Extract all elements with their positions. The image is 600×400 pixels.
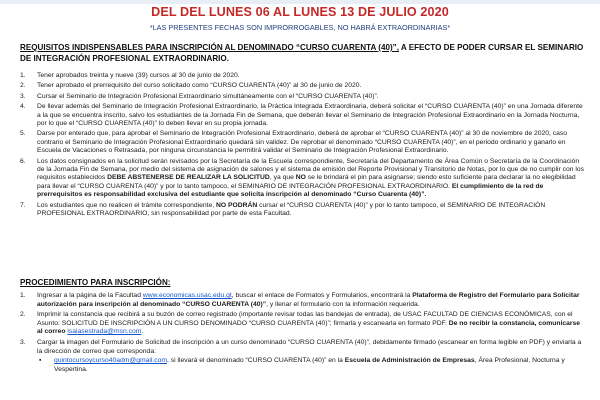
procedure-item [20,292,586,309]
requirement-item [20,202,586,219]
contact-email-link[interactable]: isaiasestrada@msn.com [67,328,142,336]
item-text: cursar el “CURSO CUARENTA (40)” y por lo tanto tampoco, el SEMINARIO DE INTEGRACIÓN PROFESIONAL EXTRAORDINARIO, sin responsabilidad por parte de esta Facultad. [37,201,546,218]
item-text: , ya que [269,174,296,182]
email-bullet-list [37,357,586,374]
requirement-item [20,103,586,128]
item-text: Cursar el Seminario de Integración Profesional Extraordinario simultáneamente con el “CURSO CUARENTA (40)”. [37,92,379,100]
item-number: 6. [20,157,26,165]
requirement-item [20,158,586,200]
item-text: Darse por enterado que, para aprobar el Seminario de Integración Profesional Extraordinario, deberá de aprobar el “CURSO CUARENTA (40)” al 30 de noviembre de 2020, caso contrario el Seminario de Integración Profesional Extraordinario quedará sin validez. De reprobar el denominado “CURSO CUARENTA (40)”, en el periodo ordinario y ganarlo en Escuela de Vacaciones o Retrasada, por ninguna circunstancia le permitirá validar el Seminario de Integración Profesional Extraordinario. [37,130,568,155]
item-bold-text: NO PODRÁN [215,201,258,209]
faculty-website-link[interactable]: www.economicas.usac.edu.gt [142,292,232,299]
item-text: . [141,328,144,336]
admin-school-email-link[interactable]: quintocursoycurso40adm@gmail.com [54,357,168,365]
item-number: 4. [20,103,26,111]
item-text: se le brindará el pin para asignarse; siendo esto suficiente para declarar la no elegibilidad para llevar el “CURSO CUARENTA (40)” y por lo tanto tampoco, el SEMINARIO DE INTEGRACIÓN PROFESIONAL EXTRAORDINARIO. [37,174,576,190]
page-title: DEL DEL LUNES 06 AL LUNES 13 DE JULIO 2020 [151,5,449,19]
procedure-list [20,292,586,376]
item-number: 2. [20,311,26,319]
bullet-icon: ▪ [39,357,42,365]
item-text: , Área Profesional, Nocturna y Vespertina. [54,357,565,373]
procedure-item [20,339,586,374]
item-text: Los datos consignados en la solicitud serán revisados por la Secretaría de la Escuela correspondiente, Secretaría del Departamento de Área Común o Secretaría de la Coordinación de la Jornada Fin de Semana, por medio del sistema de asignación de salones y el sistema de emisión del Reporte Provisional y Transitorio de Notas, por lo que de no cumplir con los requisitos establecidos [37,157,585,182]
item-number: 1. [20,72,26,79]
item-text: , buscar el enlace de Formatos y Formularios, encontrará la [231,292,413,299]
requirements-heading-underlined: REQUISITOS INDISPENSABLES PARA INSCRIPCIÓN AL DENOMINADO “CURSO CUARENTA (40)”, [20,43,399,52]
item-text: Tener aprobado el prerrequisito del curso solicitado como “CURSO CUARENTA (40)” al 30 de junio de 2020. [37,82,362,90]
item-bold-text: DEBE ABSTENERSE DE REALIZAR LA SOLICITUD [107,174,270,182]
item-number: 1. [20,292,26,299]
item-text: Cargar la imagen del Formulario de Solicitud de inscripción a un curso denominado “CURSO CUARENTA (40)”, debidamente firmado (escanear en forma legible en PDF) y enviarla a la dirección de correo que corresponda: [37,338,582,355]
item-text: , y llenar el formulario con la información requerida. [266,300,420,308]
item-text: De llevar además del Seminario de Integración Profesional Extraordinario, la Práctica Integrada Extraordinaria, deberá solicitar el “CURSO CUARENTA (40)” en una Jornada diferente a la que se encuentra inscrito, salvo los estudiantes de la Jornada Fin de Semana, que deberán llevar el Seminario de Integración Profesional Extraordinario en la Jornada Nocturna, por lo que el “CURSO CUARENTA (40)” lo deben llevar en su propia jornada. [37,103,583,128]
page-subtitle: *LAS PRESENTES FECHAS SON IMPRORROGABLES, NO HABRÁ EXTRAORDINARIAS* [149,23,451,32]
item-bold-text: NO [295,174,306,182]
procedure-heading: PROCEDIMIENTO PARA INSCRIPCIÓN: [20,278,171,287]
procedure-item [20,311,586,337]
item-bold-text: El cumplimiento de la red de prerrequisitos es responsabilidad exclusiva del estudiante que solicita inscripción al denominado “Curso Cuarenta (40)”. [37,182,544,199]
item-text: Los estudiantes que no realicen el trámite correspondiente, [37,201,216,209]
email-bullet-item [37,357,586,374]
requirement-item [20,93,586,101]
requirement-item [20,72,586,80]
item-bold-text: De no recibir la constancia, comunicarse al correo [37,319,581,336]
item-number: 7. [20,201,26,209]
item-text: , si llevará el denominado “CURSO CUARENTA (40)” en la [167,357,345,365]
item-number: 3. [20,338,26,346]
item-text: Imprimir la constancia que recibirá a su buzón de correo registrado (importante revisar todas las bandejas de entrada), de USAC FACULTAD DE CIENCIAS ECONÓMICAS, con el Asunto: SOLICITUD DE INSCRIPCIÓN A UN CURSO DENOMINADO “CURSO CUARENTA (40)”; firmarla y escanearla en formato PDF. [37,311,573,327]
item-number: 2. [20,82,26,90]
item-bold-text: Escuela de Administración de Empresas [344,357,475,365]
requirements-list [20,72,586,221]
item-text: Ingresar a la página de la Facultad [37,292,143,299]
requirement-item [20,82,586,90]
header-band [0,0,600,4]
item-text: Tener aprobados treinta y nueve (39) cursos al 30 de junio de 2020. [37,72,240,79]
item-number: 5. [20,130,26,138]
item-bold-text: Plataforma de Registro del Formulario para Solicitar autorización para inscripción al denominado “CURSO CUARENTA (40)” [37,292,580,308]
requirements-heading [20,42,586,64]
requirements-heading-rest: A EFECTO DE PODER CURSAR EL SEMINARIO DE INTEGRACIÓN PROFESIONAL EXTRAORDINARIO. [20,43,584,63]
item-number: 3. [20,92,26,100]
requirement-item [20,130,586,155]
